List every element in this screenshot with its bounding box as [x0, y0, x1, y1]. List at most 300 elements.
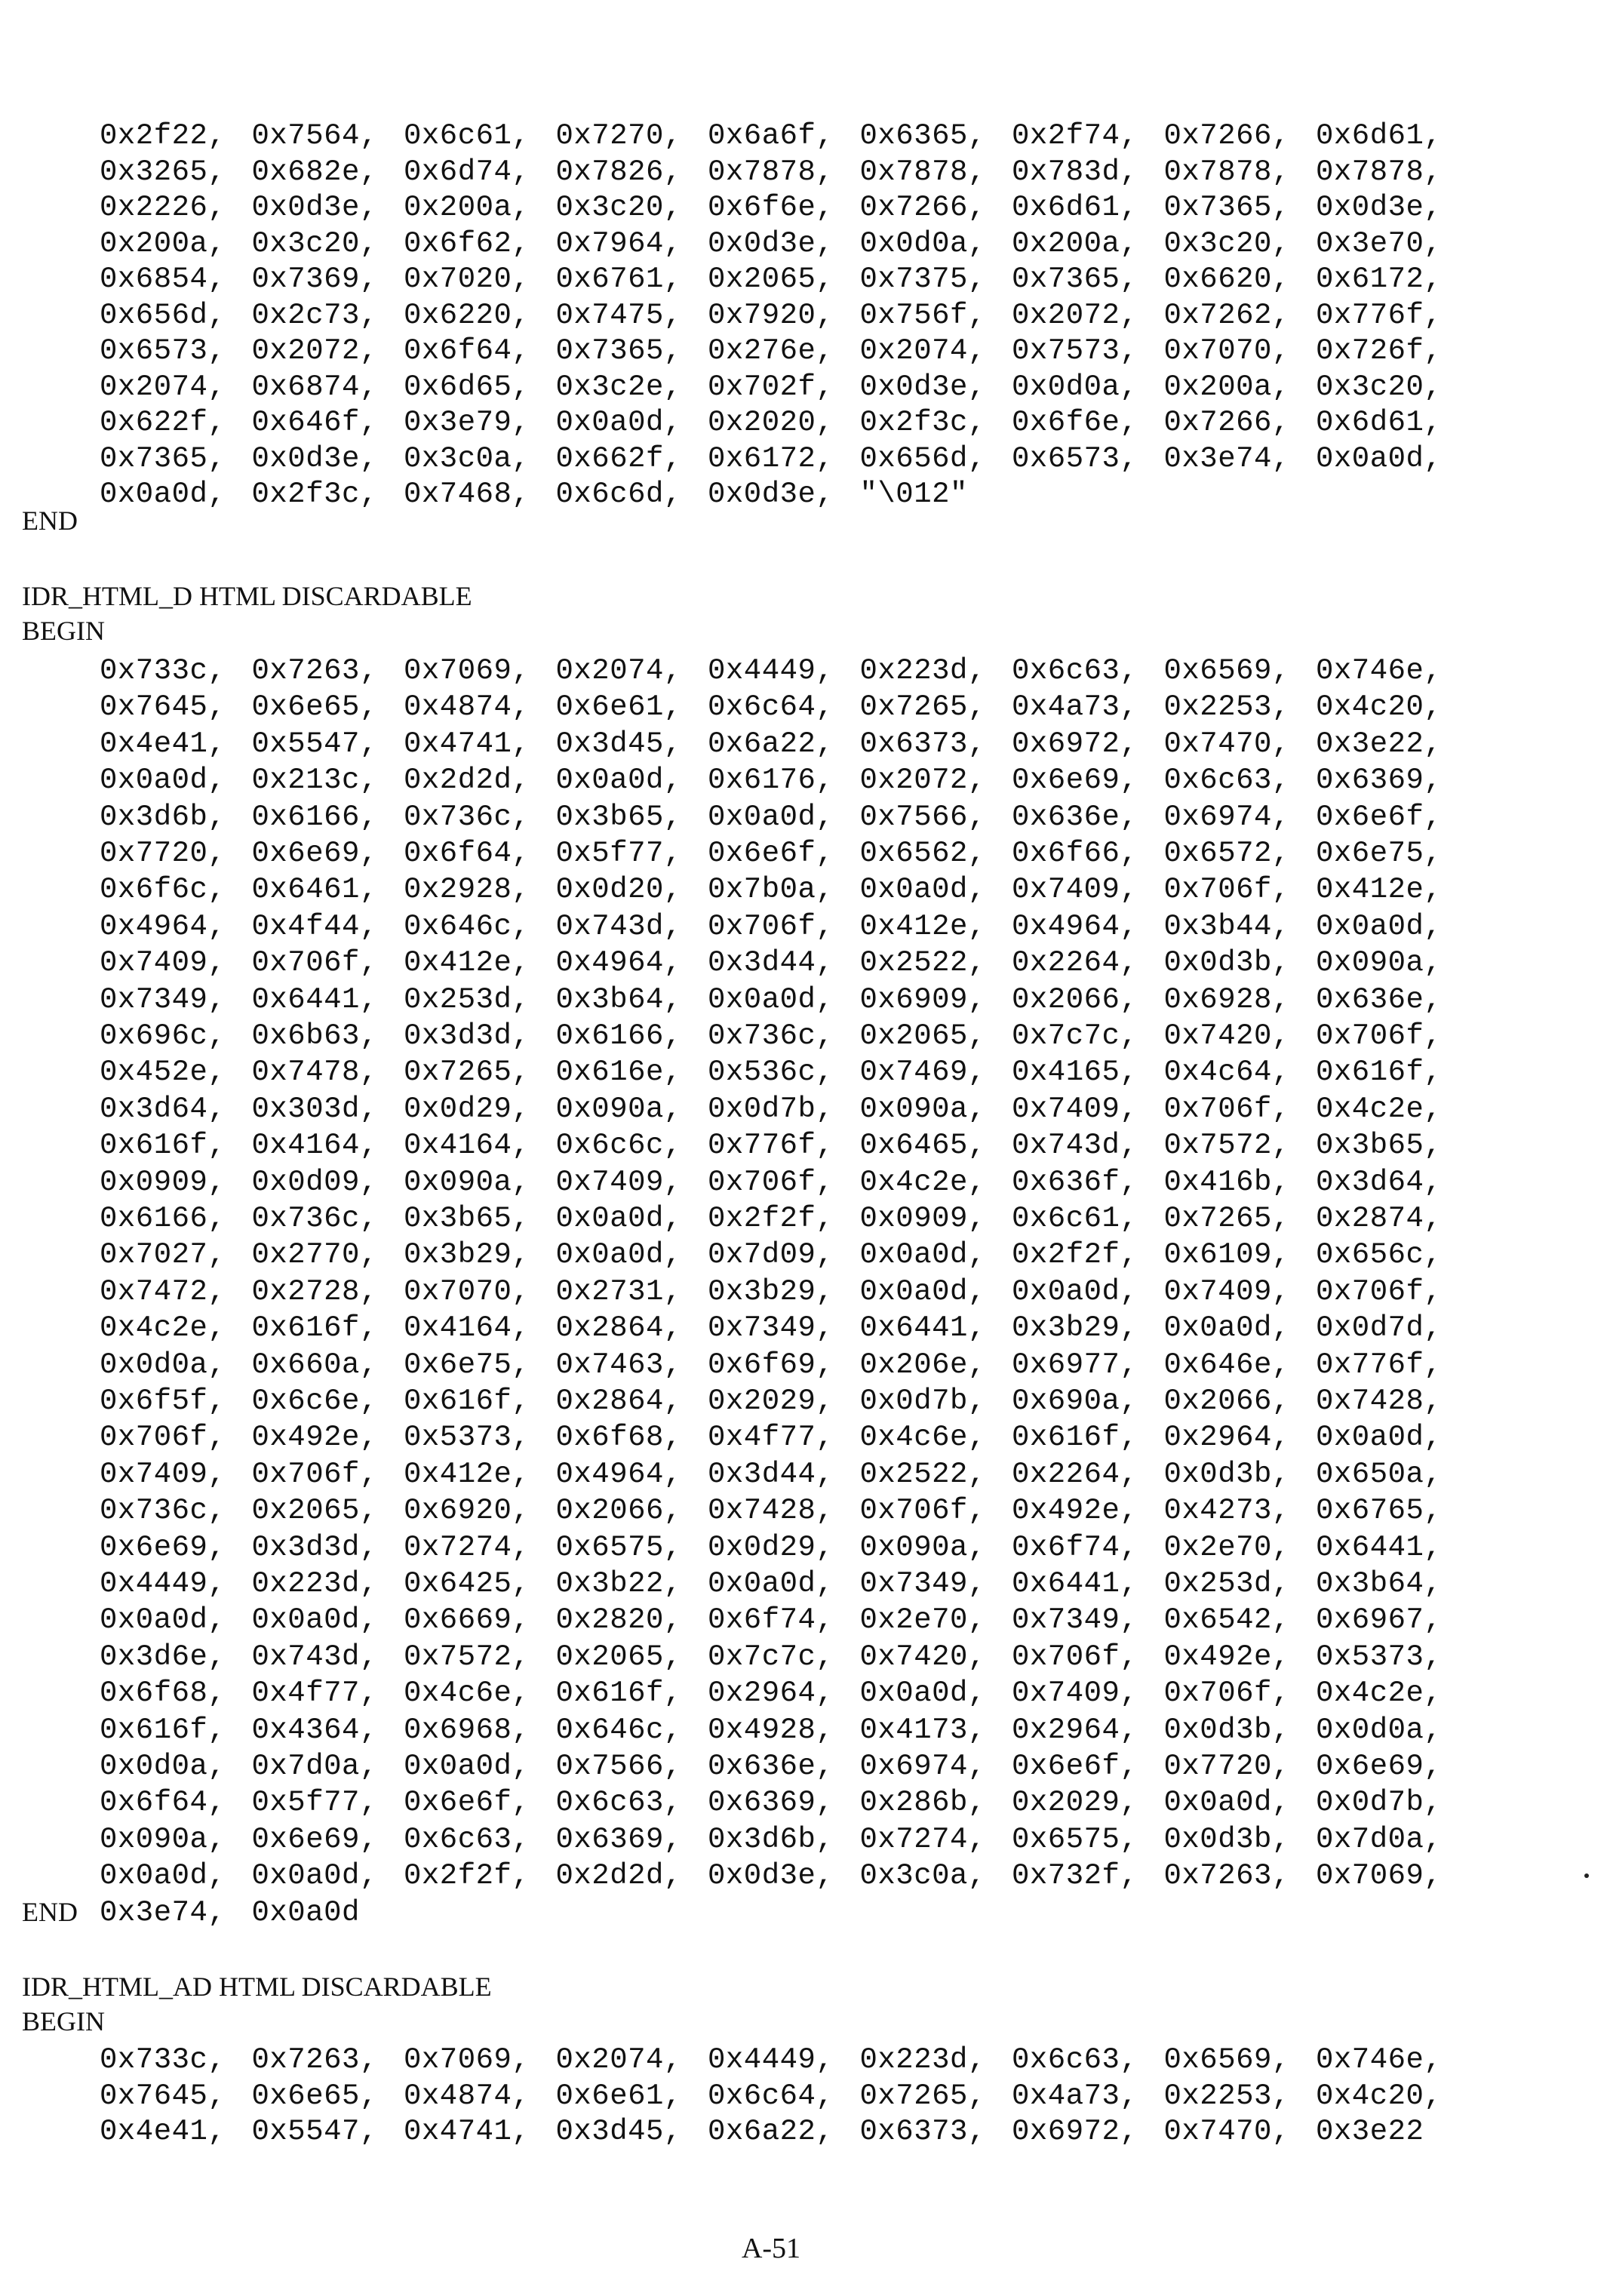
hex-value: 0x0d3e,	[708, 476, 834, 512]
hex-value: 0x2522,	[860, 945, 986, 981]
hex-value: 0x4164,	[404, 1127, 530, 1163]
hex-value: 0x6c63,	[1164, 762, 1290, 798]
hex-value: 0x200a,	[100, 226, 226, 262]
hex-value: 0x3d6e,	[100, 1639, 226, 1675]
hex-value: 0x5f77,	[556, 835, 682, 871]
hex-value: 0x6172,	[1316, 261, 1442, 297]
hex-value: 0x4874,	[404, 689, 530, 725]
hex-value: 0x6e61,	[556, 2078, 682, 2114]
hex-value: 0x6e6f,	[404, 1784, 530, 1821]
hex-value: 0x0909,	[100, 1164, 226, 1200]
hex-value: 0x3b64,	[1316, 1566, 1442, 1602]
hex-value: 0x223d,	[860, 653, 986, 689]
hex-value: 0x6f68,	[556, 1419, 682, 1455]
hex-value: 0x2065,	[860, 1018, 986, 1054]
hex-value: 0x7878,	[708, 154, 834, 190]
hex-value: 0x412e,	[1316, 871, 1442, 908]
hex-value: 0x6928,	[1164, 982, 1290, 1018]
hex-value: 0x7645,	[100, 2078, 226, 2114]
hex-value: 0x0d0a,	[100, 1347, 226, 1383]
hex-value: 0x6f64,	[404, 835, 530, 871]
hex-value: 0x4874,	[404, 2078, 530, 2114]
hex-value: 0x6c6e,	[252, 1383, 378, 1419]
hex-value: 0x6909,	[860, 982, 986, 1018]
hex-value: 0x223d,	[252, 1566, 378, 1602]
hex-value: 0x6441,	[1012, 1566, 1138, 1602]
hex-value: 0x7472,	[100, 1274, 226, 1310]
hex-value: 0x6e69,	[1316, 1748, 1442, 1784]
hex-value: 0x200a,	[1164, 369, 1290, 405]
hex-value: 0x6562,	[860, 835, 986, 871]
hex-value: 0x3b29,	[404, 1237, 530, 1273]
hex-value: 0x2522,	[860, 1456, 986, 1492]
hex-value: 0x7349,	[100, 982, 226, 1018]
hex-value: 0x3d64,	[1316, 1164, 1442, 1200]
hex-value: 0x6e69,	[252, 835, 378, 871]
hex-value: 0x7265,	[1164, 1200, 1290, 1237]
hex-value: 0x206e,	[860, 1347, 986, 1383]
hex-value: 0x2066,	[556, 1492, 682, 1529]
hex-value: 0x6974,	[1164, 799, 1290, 835]
hex-value: 0x2020,	[708, 404, 834, 441]
hex-value: 0x200a,	[404, 189, 530, 226]
hex-value: 0x6854,	[100, 261, 226, 297]
hex-value: 0x4273,	[1164, 1492, 1290, 1529]
hex-value: 0x7365,	[556, 333, 682, 369]
hex-value: 0x7274,	[860, 1821, 986, 1858]
hex-value: 0x7420,	[860, 1639, 986, 1675]
hex-value: 0x6f64,	[404, 333, 530, 369]
hex-value: 0x6e69,	[100, 1529, 226, 1566]
hex-value: 0x0d3e,	[1316, 189, 1442, 226]
hex-value: 0x0a0d,	[100, 762, 226, 798]
hex-value: 0x6920,	[404, 1492, 530, 1529]
hex-value: 0x7826,	[556, 154, 682, 190]
hex-value: 0x0d7b,	[708, 1091, 834, 1127]
hex-value: 0x7564,	[252, 118, 378, 154]
hex-value: 0x0a0d,	[100, 1602, 226, 1638]
hex-value: 0x7349,	[1012, 1602, 1138, 1638]
hex-value: 0x412e,	[860, 908, 986, 945]
hex-value: 0x7409,	[1164, 1274, 1290, 1310]
hex-value: 0x733c,	[100, 2042, 226, 2078]
hex-value: 0x3d64,	[100, 1091, 226, 1127]
hex-value: 0x7409,	[1012, 1675, 1138, 1711]
hex-value: 0x2066,	[1012, 982, 1138, 1018]
hex-value: 0x7349,	[708, 1310, 834, 1346]
hex-value: 0x7365,	[100, 441, 226, 477]
hex-value: 0x2264,	[1012, 945, 1138, 981]
hex-value: 0x0a0d,	[556, 1237, 682, 1273]
hex-value: 0x0a0d,	[708, 1566, 834, 1602]
hex-value: 0x6967,	[1316, 1602, 1442, 1638]
hex-value: 0x0a0d,	[1316, 441, 1442, 477]
hex-value: 0x7263,	[252, 653, 378, 689]
hex-value: 0x3e70,	[1316, 226, 1442, 262]
hex-value: 0x4f77,	[252, 1675, 378, 1711]
hex-value: 0x7274,	[404, 1529, 530, 1566]
hex-value: 0x2c73,	[252, 297, 378, 333]
hex-value: 0x0a0d,	[708, 982, 834, 1018]
hex-value: 0x6f6e,	[708, 189, 834, 226]
hex-value: 0x4741,	[404, 726, 530, 762]
hex-value: 0x2f2f,	[708, 1200, 834, 1237]
hex-value: 0x452e,	[100, 1054, 226, 1090]
hex-value: 0x6f74,	[1012, 1529, 1138, 1566]
hex-value: 0x492e,	[1164, 1639, 1290, 1675]
hex-value: 0x412e,	[404, 1456, 530, 1492]
hex-value: 0x7470,	[1164, 726, 1290, 762]
hex-value: 0x6c64,	[708, 689, 834, 725]
hex-value: 0x0d3e,	[708, 226, 834, 262]
hex-value: 0x4c20,	[1316, 2078, 1442, 2114]
hex-value: 0x6c64,	[708, 2078, 834, 2114]
hex-value: 0x2f74,	[1012, 118, 1138, 154]
hex-value: 0x746e,	[1316, 2042, 1442, 2078]
hex-value: 0x776f,	[1316, 1347, 1442, 1383]
hex-value: 0x2074,	[100, 369, 226, 405]
hex-value: 0x6977,	[1012, 1347, 1138, 1383]
hex-value: 0x736c,	[252, 1200, 378, 1237]
hex-value: 0x0d7d,	[1316, 1310, 1442, 1346]
hex-value: 0x2074,	[556, 2042, 682, 2078]
hex-value: 0x3d6b,	[708, 1821, 834, 1858]
hex-value: 0x7463,	[556, 1347, 682, 1383]
hex-value: 0x3e22,	[1316, 726, 1442, 762]
hex-value: 0x4c2e,	[1316, 1091, 1442, 1127]
hex-value: 0x3b65,	[404, 1200, 530, 1237]
hex-value: 0x5547,	[252, 726, 378, 762]
hex-value: 0x6f62,	[404, 226, 530, 262]
hex-value: 0x3b29,	[708, 1274, 834, 1310]
hex-value: 0x4f44,	[252, 908, 378, 945]
hex-value: 0x7469,	[860, 1054, 986, 1090]
hex-value: 0x6441,	[860, 1310, 986, 1346]
hex-value: 0x0a0d,	[1164, 1310, 1290, 1346]
hex-value: 0x776f,	[708, 1127, 834, 1163]
hex-value: 0x7420,	[1164, 1018, 1290, 1054]
hex-value: 0x5547,	[252, 2113, 378, 2150]
end-keyword: END	[22, 503, 78, 539]
hex-value: 0x3c20,	[1164, 226, 1290, 262]
hex-value: 0x0a0d,	[100, 476, 226, 512]
hex-value: 0x3e74,	[100, 1895, 226, 1931]
hex-value: 0x7409,	[1012, 871, 1138, 908]
hex-value: 0x2253,	[1164, 2078, 1290, 2114]
hex-value: 0x0a0d,	[1012, 1274, 1138, 1310]
hex-value: 0x6369,	[556, 1821, 682, 1858]
hex-value: 0x6f74,	[708, 1602, 834, 1638]
hex-value: 0x616f,	[556, 1675, 682, 1711]
hex-value: 0x6f68,	[100, 1675, 226, 1711]
hex-value: 0x7470,	[1164, 2113, 1290, 2150]
hex-value: 0x706f,	[708, 908, 834, 945]
hex-value: 0x706f,	[252, 1456, 378, 1492]
hex-value: 0x6172,	[708, 441, 834, 477]
hex-value: 0x0a0d,	[860, 1237, 986, 1273]
hex-value: 0x4a73,	[1012, 689, 1138, 725]
hex-value: 0x4c64,	[1164, 1054, 1290, 1090]
hex-value: 0x2253,	[1164, 689, 1290, 725]
hex-value: 0x656d,	[100, 297, 226, 333]
hex-value: 0x690a,	[1012, 1383, 1138, 1419]
hex-value: 0x636e,	[1316, 982, 1442, 1018]
hex-value: 0x732f,	[1012, 1858, 1138, 1894]
hex-value: 0x2065,	[708, 261, 834, 297]
hex-value: 0x6569,	[1164, 2042, 1290, 2078]
hex-value: 0x6542,	[1164, 1602, 1290, 1638]
hex-value: 0x6974,	[860, 1748, 986, 1784]
hex-value: 0x7069,	[1316, 1858, 1442, 1894]
hex-value: 0x2964,	[1164, 1419, 1290, 1455]
hex-value: 0x0d7b,	[860, 1383, 986, 1419]
hex-value: 0x0a0d,	[1164, 1784, 1290, 1821]
hex-value: 0x6e65,	[252, 2078, 378, 2114]
hex-value: 0x0a0d,	[860, 1274, 986, 1310]
hex-value: 0x6c63,	[1012, 2042, 1138, 2078]
hex-value: 0x743d,	[1012, 1127, 1138, 1163]
hex-value: 0x0909,	[860, 1200, 986, 1237]
hex-value: 0x2065,	[252, 1492, 378, 1529]
hex-value: 0x6c63,	[1012, 653, 1138, 689]
hex-value: 0x0a0d,	[556, 404, 682, 441]
hex-value: 0x646c,	[404, 908, 530, 945]
hex-value: 0x6761,	[556, 261, 682, 297]
hex-value: 0x6d61,	[1012, 189, 1138, 226]
hex-value: 0x6968,	[404, 1712, 530, 1748]
hex-value: 0x0a0d,	[1316, 908, 1442, 945]
hex-value: 0x6f64,	[100, 1784, 226, 1821]
hex-value: 0x0a0d,	[252, 1602, 378, 1638]
hex-value: 0x6441,	[252, 982, 378, 1018]
hex-value: 0x746e,	[1316, 653, 1442, 689]
hex-value: 0x7573,	[1012, 333, 1138, 369]
hex-value: 0x6765,	[1316, 1492, 1442, 1529]
hex-value: 0x7720,	[1164, 1748, 1290, 1784]
hex-value: 0x6c6c,	[556, 1127, 682, 1163]
hex-value: 0x7027,	[100, 1237, 226, 1273]
hex-value: 0x7070,	[404, 1274, 530, 1310]
hex-value: 0x743d,	[556, 908, 682, 945]
hex-value: 0x4928,	[708, 1712, 834, 1748]
hex-value: 0x4964,	[1012, 908, 1138, 945]
hex-value: 0x0d29,	[708, 1529, 834, 1566]
hex-value: 0x2d2d,	[404, 762, 530, 798]
hex-value: 0x3b29,	[1012, 1310, 1138, 1346]
hex-value: 0x2029,	[708, 1383, 834, 1419]
hex-value: 0x536c,	[708, 1054, 834, 1090]
hex-value: 0x6109,	[1164, 1237, 1290, 1273]
hex-value: 0x7428,	[708, 1492, 834, 1529]
hex-value: 0x646f,	[252, 404, 378, 441]
hex-value: 0x6d61,	[1316, 118, 1442, 154]
hex-value: 0x622f,	[100, 404, 226, 441]
hex-value: 0x7566,	[556, 1748, 682, 1784]
hex-value: 0x7069,	[404, 653, 530, 689]
hex-value: 0x3e79,	[404, 404, 530, 441]
hex-value: 0x4164,	[252, 1127, 378, 1163]
hex-value: 0x702f,	[708, 369, 834, 405]
hex-value: 0x7475,	[556, 297, 682, 333]
hex-value: 0x7263,	[252, 2042, 378, 2078]
hex-value: 0x2e70,	[1164, 1529, 1290, 1566]
hex-value: 0x5f77,	[252, 1784, 378, 1821]
hex-value: 0x706f,	[860, 1492, 986, 1529]
hex-value: 0x6e6f,	[1316, 799, 1442, 835]
hex-value: 0x0a0d,	[404, 1748, 530, 1784]
hex-value: 0x7720,	[100, 835, 226, 871]
hex-value: 0x3d3d,	[252, 1529, 378, 1566]
hex-value: 0x2964,	[1012, 1712, 1138, 1748]
hex-value: 0x706f,	[1164, 1091, 1290, 1127]
hex-value: 0x2f2f,	[1012, 1237, 1138, 1273]
hex-value: 0x2072,	[860, 762, 986, 798]
hex-value: 0x6972,	[1012, 726, 1138, 762]
hex-value: 0x6a22,	[708, 2113, 834, 2150]
hex-value: 0x646c,	[556, 1712, 682, 1748]
hex-value: 0x7265,	[404, 1054, 530, 1090]
hex-value: 0x733c,	[100, 653, 226, 689]
hex-value: 0x200a,	[1012, 226, 1138, 262]
hex-value: 0x0d0a,	[860, 226, 986, 262]
hex-value: 0x2f2f,	[404, 1858, 530, 1894]
hex-value: 0x2029,	[1012, 1784, 1138, 1821]
hex-value: 0x6425,	[404, 1566, 530, 1602]
hex-value: 0x4c20,	[1316, 689, 1442, 725]
hex-value: 0x6972,	[1012, 2113, 1138, 2150]
hex-value: 0x253d,	[1164, 1566, 1290, 1602]
scan-speck	[1584, 1873, 1589, 1878]
hex-value: 0x6166,	[556, 1018, 682, 1054]
hex-value: 0x3b64,	[556, 982, 682, 1018]
hex-value: 0x6c61,	[404, 118, 530, 154]
hex-value: "\012"	[860, 476, 968, 512]
hex-value: 0x0d3e,	[252, 189, 378, 226]
hex-value: 0x706f,	[1164, 871, 1290, 908]
hex-value: 0x6a6f,	[708, 118, 834, 154]
hex-value: 0x656c,	[1316, 1237, 1442, 1273]
hex-value: 0x7478,	[252, 1054, 378, 1090]
end-keyword: END	[22, 1894, 78, 1930]
hex-value: 0x2226,	[100, 189, 226, 226]
hex-value: 0x286b,	[860, 1784, 986, 1821]
hex-value: 0x7c7c,	[1012, 1018, 1138, 1054]
hex-value: 0x3c20,	[556, 189, 682, 226]
hex-value: 0x6441,	[1316, 1529, 1442, 1566]
hex-value: 0x4164,	[404, 1310, 530, 1346]
hex-value: 0x4173,	[860, 1712, 986, 1748]
hex-value: 0x6620,	[1164, 261, 1290, 297]
hex-value: 0x7572,	[1164, 1127, 1290, 1163]
hex-value: 0x4c6e,	[860, 1419, 986, 1455]
hex-value: 0x6373,	[860, 2113, 986, 2150]
hex-value: 0x6f6c,	[100, 871, 226, 908]
hex-value: 0x2864,	[556, 1310, 682, 1346]
hex-value: 0x4964,	[556, 1456, 682, 1492]
hex-value: 0x2264,	[1012, 1456, 1138, 1492]
hex-value: 0x3d45,	[556, 726, 682, 762]
hex-value: 0x3b22,	[556, 1566, 682, 1602]
hex-value: 0x4964,	[556, 945, 682, 981]
hex-value: 0x4c2e,	[1316, 1675, 1442, 1711]
hex-value: 0x2928,	[404, 871, 530, 908]
hex-value: 0x6874,	[252, 369, 378, 405]
hex-value: 0x0d0a,	[1012, 369, 1138, 405]
hex-value: 0x616f,	[1316, 1054, 1442, 1090]
hex-value: 0x2e70,	[860, 1602, 986, 1638]
hex-value: 0x0a0d,	[556, 762, 682, 798]
hex-value: 0x6465,	[860, 1127, 986, 1163]
hex-value: 0x3e22	[1316, 2113, 1424, 2150]
hex-value: 0x7263,	[1164, 1858, 1290, 1894]
hex-value: 0x0d20,	[556, 871, 682, 908]
hex-value: 0x4e41,	[100, 2113, 226, 2150]
hex-value: 0x2f3c,	[252, 476, 378, 512]
hex-value: 0x3b65,	[556, 799, 682, 835]
hex-value: 0x3d44,	[708, 1456, 834, 1492]
hex-value: 0x6f69,	[708, 1347, 834, 1383]
hex-value: 0x6573,	[100, 333, 226, 369]
hex-value: 0x0d7b,	[1316, 1784, 1442, 1821]
hex-value: 0x0a0d	[252, 1895, 360, 1931]
hex-value: 0x616f,	[404, 1383, 530, 1419]
hex-value: 0x0a0d,	[860, 871, 986, 908]
hex-value: 0x6f66,	[1012, 835, 1138, 871]
hex-value: 0x6e6f,	[708, 835, 834, 871]
hex-value: 0x7020,	[404, 261, 530, 297]
hex-value: 0x7266,	[1164, 404, 1290, 441]
hex-value: 0x3d6b,	[100, 799, 226, 835]
hex-value: 0x0d3e,	[708, 1858, 834, 1894]
hex-value: 0x090a,	[1316, 945, 1442, 981]
hex-value: 0x2864,	[556, 1383, 682, 1419]
hex-value: 0x090a,	[100, 1821, 226, 1858]
hex-value: 0x3c2e,	[556, 369, 682, 405]
hex-value: 0x3b44,	[1164, 908, 1290, 945]
hex-value: 0x706f,	[100, 1419, 226, 1455]
hex-value: 0x6569,	[1164, 653, 1290, 689]
hex-value: 0x3c20,	[252, 226, 378, 262]
hex-value: 0x2065,	[556, 1639, 682, 1675]
hex-value: 0x6461,	[252, 871, 378, 908]
hex-value: 0x3e74,	[1164, 441, 1290, 477]
hex-value: 0x6575,	[556, 1529, 682, 1566]
hex-value: 0x6166,	[252, 799, 378, 835]
hex-value: 0x2874,	[1316, 1200, 1442, 1237]
hex-value: 0x706f,	[1164, 1675, 1290, 1711]
hex-value: 0x7d0a,	[252, 1748, 378, 1784]
hex-value: 0x6373,	[860, 726, 986, 762]
hex-value: 0x303d,	[252, 1091, 378, 1127]
begin-keyword: BEGIN	[22, 2003, 105, 2039]
hex-value: 0x0d3b,	[1164, 1712, 1290, 1748]
hex-value: 0x7c7c,	[708, 1639, 834, 1675]
hex-value: 0x416b,	[1164, 1164, 1290, 1200]
hex-value: 0x4449,	[708, 653, 834, 689]
hex-value: 0x6166,	[100, 1200, 226, 1237]
hex-value: 0x0a0d,	[860, 1675, 986, 1711]
hex-value: 0x636f,	[1012, 1164, 1138, 1200]
hex-value: 0x7566,	[860, 799, 986, 835]
hex-value: 0x7878,	[1316, 154, 1442, 190]
resource-header: IDR_HTML_AD HTML DISCARDABLE	[22, 1969, 492, 2005]
hex-value: 0x6220,	[404, 297, 530, 333]
hex-value: 0x7878,	[860, 154, 986, 190]
hex-value: 0x616f,	[100, 1712, 226, 1748]
hex-value: 0x3c20,	[1316, 369, 1442, 405]
hex-value: 0x7365,	[1012, 261, 1138, 297]
hex-value: 0x616f,	[1012, 1419, 1138, 1455]
